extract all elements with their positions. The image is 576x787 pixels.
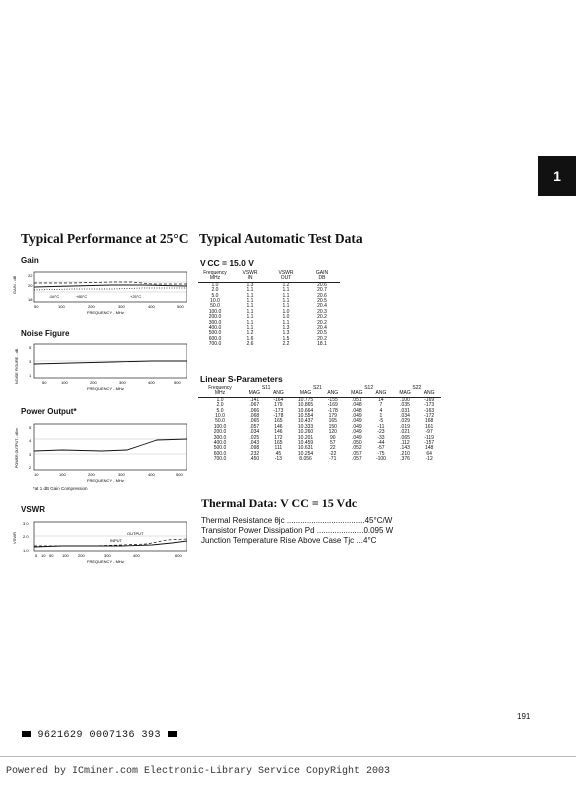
table-header-cell: IN [247, 275, 253, 282]
sparams-cell: 10.554 [297, 413, 314, 420]
table-cell: 100.0 [208, 308, 222, 315]
table-header-cell: VSWR [278, 270, 294, 276]
noise-figure-chart [12, 340, 187, 392]
sparams-cell: .052 [351, 445, 362, 452]
vswr-label: VSWR [21, 505, 45, 514]
sparams-cell: .066 [249, 407, 260, 414]
gain-annotation: +25°C [130, 294, 142, 299]
power-ytick: 3 [29, 452, 32, 457]
table-cell: 1.3 [282, 330, 290, 337]
sparams-cell: 120 [328, 429, 337, 436]
sparams-group-header: S21 [312, 385, 322, 391]
table-cell: 20.6 [317, 292, 327, 299]
table-cell: 1.3 [282, 325, 290, 332]
sparams-cell: -57 [377, 445, 385, 452]
sparams-cell: .210 [400, 450, 410, 457]
gain-ytick: 18 [28, 297, 33, 302]
sparams-cell: -12 [425, 456, 433, 463]
sparams-cell: -5 [378, 418, 384, 425]
power-xtick: 400 [148, 472, 155, 477]
sparams-cell: .049 [351, 413, 362, 420]
table-cell: 20.2 [317, 335, 327, 342]
sparams-cell: 10.0 [215, 413, 225, 420]
power-ytick: 5 [29, 425, 32, 430]
sparams-cell: 10.459 [297, 440, 314, 447]
sparams-cell: 165 [274, 418, 283, 425]
sparams-cell: .100 [400, 396, 410, 403]
sparams-cell: 57 [329, 440, 336, 447]
table-cell: 1.0 [211, 281, 219, 288]
table-cell: 600.0 [208, 335, 222, 342]
table-cell: 1.5 [282, 335, 290, 342]
sparams-cell: 10.260 [297, 429, 314, 436]
sparams-cell: .067 [249, 402, 260, 409]
sparams-subheader-cell: MAG [351, 390, 363, 397]
thermal-title: Thermal Data: V CC = 15 Vdc [201, 496, 358, 510]
sparams-cell: .034 [249, 429, 260, 436]
table-cell: 400.0 [208, 325, 222, 332]
sparams-cell: 165 [328, 418, 337, 425]
sparams-cell: -163 [424, 407, 435, 414]
table-cell: 1.3 [246, 281, 254, 288]
sparams-cell: -100 [375, 456, 386, 463]
vswr-ylabel: VSWR [12, 532, 17, 544]
sparams-cell: -33 [377, 434, 385, 441]
table-cell: 1.1 [246, 303, 254, 310]
table-row [198, 342, 340, 347]
sparams-cell: 7 [379, 402, 383, 409]
table-cell: 300.0 [208, 319, 222, 326]
sparams-cell: 400.0 [213, 440, 227, 447]
sparams-cell: 148 [424, 445, 434, 452]
sparams-cell: .048 [351, 402, 362, 409]
sparams-subheader-cell: MAG [299, 390, 312, 397]
gain-curve-25c [34, 285, 187, 287]
table-cell: 1.1 [246, 292, 254, 299]
vswr-plot-frame [34, 522, 187, 551]
sparams-cell: .049 [351, 434, 362, 441]
sparams-cell: 10.865 [297, 402, 314, 409]
gain-ytick: 22 [28, 273, 33, 278]
sparams-cell: 45 [275, 450, 282, 457]
sparams-cell: 165 [274, 440, 283, 447]
gain-xtick: 50 [34, 304, 39, 309]
sparams-cell: 5.0 [216, 407, 224, 414]
power-output-chart [12, 420, 187, 484]
section-tab [538, 156, 576, 196]
table-cell: 1.0 [282, 308, 290, 315]
power-ytick: 2 [29, 465, 32, 470]
gain-ylabel: GAIN - dB [12, 275, 17, 294]
vswr-xtick: 200 [78, 553, 85, 558]
sparams-subheader-cell: MAG [399, 390, 411, 397]
gain-xtick: 300 [118, 304, 125, 309]
sparams-group-header: S22 [412, 385, 422, 391]
sparams-cell: .035 [400, 402, 410, 409]
gain-ytick: 20 [28, 283, 33, 288]
noise-xlabel: FREQUENCY - MHz [87, 386, 124, 391]
sparams-cell: 4 [379, 407, 383, 414]
sparams-cell: 10.775 [297, 396, 314, 403]
sparams-cell: .050 [351, 440, 362, 447]
table-cell: 1.1 [282, 298, 290, 305]
table-header-cell: Frequency [203, 270, 227, 276]
sparams-subheader-cell: ANG [272, 390, 284, 397]
noise-xtick: 200 [90, 380, 97, 385]
table-cell: 1.1 [246, 319, 254, 326]
sparams-cell: 22 [329, 445, 336, 452]
footer-text: Powered by ICminer.com Electronic-Library Service CopyRight 2003 [6, 766, 391, 777]
table-cell: 200.0 [208, 314, 222, 321]
vswr-annotation-input: INPUT [110, 538, 122, 543]
sparams-cell: -172 [424, 413, 435, 420]
sparams-subheader-cell: ANG [423, 390, 435, 397]
sparams-cell: 1.0 [216, 396, 224, 403]
table-cell: 1.1 [282, 303, 290, 310]
sparams-cell: .143 [400, 445, 410, 452]
table-cell: 20.2 [317, 319, 327, 326]
sparams-cell: 10.201 [297, 434, 314, 441]
section-tab-number: 1 [553, 168, 561, 184]
power-footnote: *at 1 dB Gain Compression [33, 486, 88, 491]
table-header-cell: GAIN [315, 270, 329, 276]
sparams-cell: 150 [328, 423, 337, 430]
sparams-cell: .019 [400, 423, 410, 430]
sparams-cell: -155 [327, 396, 338, 403]
footer-bar [0, 756, 576, 787]
sparams-header-cell: MHz [214, 390, 226, 397]
table-cell: 1.1 [246, 287, 254, 294]
table-cell: 50.0 [210, 303, 220, 310]
sparams-cell: -157 [424, 440, 435, 447]
sparams-cell: -173 [424, 402, 435, 409]
left-section-title: Typical Performance at 25°C [21, 231, 189, 246]
sparams-cell: .057 [351, 450, 362, 457]
table-cell: 2.6 [246, 341, 254, 348]
table-cell: 20.4 [317, 325, 327, 332]
sparams-cell: .043 [249, 440, 260, 447]
gain-xtick: 500 [177, 304, 184, 309]
sparams-cell: .029 [400, 418, 410, 425]
noise-ytick: 5 [29, 345, 32, 350]
table-cell: 20.4 [317, 303, 327, 310]
sparams-row [198, 457, 441, 462]
sparams-cell: -71 [329, 456, 337, 463]
sparams-cell: -97 [425, 429, 433, 436]
sparams-cell: -173 [273, 407, 284, 414]
power-xtick: 500 [176, 472, 183, 477]
sparams-cell: .051 [351, 396, 362, 403]
sparams-cell: 10.254 [297, 450, 314, 457]
sparams-cell: -23 [377, 429, 385, 436]
gain-curve-minus54c [34, 282, 187, 284]
table-header-cell: MHz [209, 275, 221, 282]
sparams-cell: 146 [274, 423, 283, 430]
gain-xtick: 100 [58, 304, 65, 309]
gain-xtick: 200 [88, 304, 95, 309]
sparams-cell: .031 [400, 407, 410, 414]
sparams-cell: 600.0 [213, 450, 227, 457]
sparams-cell: -178 [273, 413, 284, 420]
sparams-cell: 146 [274, 429, 283, 436]
power-xtick: 100 [59, 472, 66, 477]
sparams-cell: -164 [273, 396, 284, 403]
sparams-cell: .034 [400, 413, 410, 420]
sparams-cell: .065 [400, 434, 410, 441]
vswr-xtick: 5 [35, 553, 38, 558]
sparams-cell: .021 [400, 429, 410, 436]
noise-ytick: 1 [29, 373, 32, 378]
sparams-cell: .057 [249, 423, 260, 430]
barcode-block-icon [22, 731, 31, 737]
vswr-ytick: 1.0 [23, 548, 29, 553]
sparams-cell: .057 [351, 456, 362, 463]
table-cell: 700.0 [208, 341, 222, 348]
sparams-subheader-cell: MAG [248, 390, 260, 397]
gain-curve-85c [34, 288, 187, 290]
thermal-line: Thermal Resistance θjc ...................................45°C/W [201, 516, 393, 525]
noise-curve [34, 361, 187, 364]
power-output-label: Power Output* [21, 407, 77, 416]
vswr-xtick: 400 [133, 553, 140, 558]
gain-chart [12, 268, 187, 316]
sparams-cell: -75 [377, 450, 385, 457]
gain-xtick: 400 [148, 304, 155, 309]
table-cell: 2.0 [211, 287, 219, 294]
sparams-cell: .048 [351, 407, 362, 414]
sparams-cell: .068 [249, 413, 260, 420]
table-cell: 1.1 [282, 319, 290, 326]
sparams-cell: -44 [377, 440, 385, 447]
noise-xtick: 400 [148, 380, 155, 385]
sparams-cell: .232 [249, 450, 260, 457]
sparams-cell: .025 [249, 434, 260, 441]
power-xtick: 200 [88, 472, 95, 477]
sparams-cell: -22 [329, 450, 337, 457]
sparams-cell: .376 [400, 456, 410, 463]
sparams-cell: 172 [274, 434, 283, 441]
sparams-group-header: S12 [364, 385, 374, 391]
table-cell: 20.5 [317, 330, 327, 337]
sparams-cell: 111 [274, 445, 283, 452]
table-header-cell: DB [318, 275, 326, 282]
noise-figure-label: Noise Figure [21, 329, 70, 338]
table-cell: 20.6 [317, 281, 327, 288]
noise-ytick: 3 [29, 359, 32, 364]
sparams-cell: -13 [274, 456, 282, 463]
sparams-header-cell: Frequency [208, 385, 232, 391]
sparams-cell: 1 [379, 413, 383, 420]
sparams-cell: 10.631 [297, 445, 314, 452]
sparams-cell: .098 [249, 445, 260, 452]
table-header-cell: VSWR [242, 270, 258, 276]
noise-xtick: 300 [119, 380, 126, 385]
sparams-cell: -169 [424, 396, 435, 403]
table-cell: 20.2 [317, 314, 327, 321]
table-cell: 1.1 [282, 287, 290, 294]
table-cell: 1.2 [282, 281, 290, 288]
vswr-xtick: 50 [49, 553, 54, 558]
vswr-chart [12, 518, 187, 568]
sparams-cell: 200.0 [213, 429, 227, 436]
sparams-cell: .141 [249, 396, 260, 403]
sparams-cell: 2.0 [216, 402, 224, 409]
sparams-cell: .450 [249, 456, 260, 463]
table-cell: 10.0 [210, 298, 220, 305]
vswr-xtick: 600 [175, 553, 182, 558]
sparams-cell: 500.0 [213, 445, 227, 452]
vswr-xtick: 10 [41, 553, 46, 558]
table-cell: 20.7 [317, 287, 327, 294]
power-curve [34, 439, 187, 451]
noise-xtick: 50 [42, 380, 47, 385]
sparams-cell: -169 [327, 402, 338, 409]
sparams-cell: 179 [328, 413, 337, 420]
vswr-xtick: 100 [62, 553, 69, 558]
sparams-cell: 8.056 [299, 456, 312, 463]
table-cell: 1.2 [246, 330, 254, 337]
table-header-cell: OUT [280, 275, 292, 282]
sparams-title: Linear S-Parameters [200, 374, 283, 384]
sparams-group-header: S11 [261, 385, 271, 391]
table-cell: 1.1 [246, 325, 254, 332]
sparams-subheader-cell: ANG [375, 390, 387, 397]
gain-label: Gain [21, 256, 39, 265]
sparams-cell: -119 [424, 434, 434, 441]
barcode-line [22, 730, 177, 741]
sparams-cell: 10.437 [297, 418, 314, 425]
vswr-xtick: 300 [104, 553, 111, 558]
table-cell: 5.0 [211, 292, 219, 299]
right-section-title: Typical Automatic Test Data [199, 231, 363, 246]
sparams-cell: 14 [378, 396, 384, 403]
table-cell: 1.1 [246, 298, 254, 305]
table-cell: 18.1 [317, 341, 327, 348]
power-ylabel: POWER OUTPUT - dBm [15, 428, 19, 468]
test-data-table [198, 271, 340, 348]
sparams-cell: 10.664 [297, 407, 314, 414]
gain-xlabel: FREQUENCY - MHz [87, 310, 124, 315]
power-xlabel: FREQUENCY - MHz [87, 478, 124, 483]
thermal-lines [201, 516, 393, 546]
sparams-cell: 300.0 [213, 434, 227, 441]
table-cell: 1.1 [246, 314, 254, 321]
sparams-cell: 10.333 [297, 423, 314, 430]
sparams-cell: 168 [424, 418, 434, 425]
sparams-cell: 100.0 [213, 423, 227, 430]
sparams-cell: 179 [274, 402, 283, 409]
sparams-cell: 700.0 [213, 456, 227, 463]
page-number: 191 [517, 712, 531, 721]
sparams-cell: .049 [351, 423, 362, 430]
vswr-ytick: 2.0 [23, 534, 29, 539]
sparams-cell: 161 [424, 423, 434, 430]
noise-xtick: 500 [174, 380, 181, 385]
table-cell: 500.0 [208, 330, 222, 337]
table-cell: 1.1 [282, 292, 290, 299]
vswr-xlabel: FREQUENCY - MHz [87, 559, 124, 564]
sparams-cell: .065 [249, 418, 260, 425]
sparams-cell: 90 [329, 434, 336, 441]
sparams-subheader-cell: ANG [327, 390, 339, 397]
thermal-line: Junction Temperature Rise Above Case Tjc ...4°C [201, 536, 377, 545]
power-xtick: 300 [118, 472, 125, 477]
sparams-cell: 64 [426, 450, 432, 457]
vswr-ytick: 3.0 [23, 521, 29, 526]
table-cell: 20.3 [317, 308, 327, 315]
sparams-cell: -178 [327, 407, 338, 414]
noise-xtick: 100 [61, 380, 68, 385]
sparams-cell: .049 [351, 429, 362, 436]
thermal-line: Transistor Power Dissipation Pd .....................0.095 W [201, 526, 394, 535]
barcode-block-icon [168, 731, 177, 737]
vcc-label: V CC = 15.0 V [200, 258, 254, 268]
table-cell: 1.0 [282, 314, 290, 321]
table-cell: 20.5 [317, 298, 327, 305]
table-cell: 1.6 [246, 335, 254, 342]
vswr-annotation-output: OUTPUT [127, 531, 144, 536]
table-cell: 1.1 [246, 308, 254, 315]
gain-annotation: -54°C [49, 294, 60, 299]
power-plot-frame [34, 424, 187, 470]
table-cell: 2.2 [282, 341, 290, 348]
noise-ylabel: NOISE FIGURE - dB [15, 348, 19, 384]
sparams-cell: -11 [377, 423, 385, 430]
power-ytick: 4 [29, 438, 32, 443]
gain-annotation: +85°C [76, 294, 88, 299]
sparams-table [198, 386, 441, 463]
sparams-cell: .112 [400, 440, 410, 447]
sparams-cell: 50.0 [215, 418, 225, 425]
sparams-cell: .049 [351, 418, 362, 425]
power-xtick: 10 [34, 472, 39, 477]
barcode-text: 9621629 0007136 393 [37, 730, 162, 741]
